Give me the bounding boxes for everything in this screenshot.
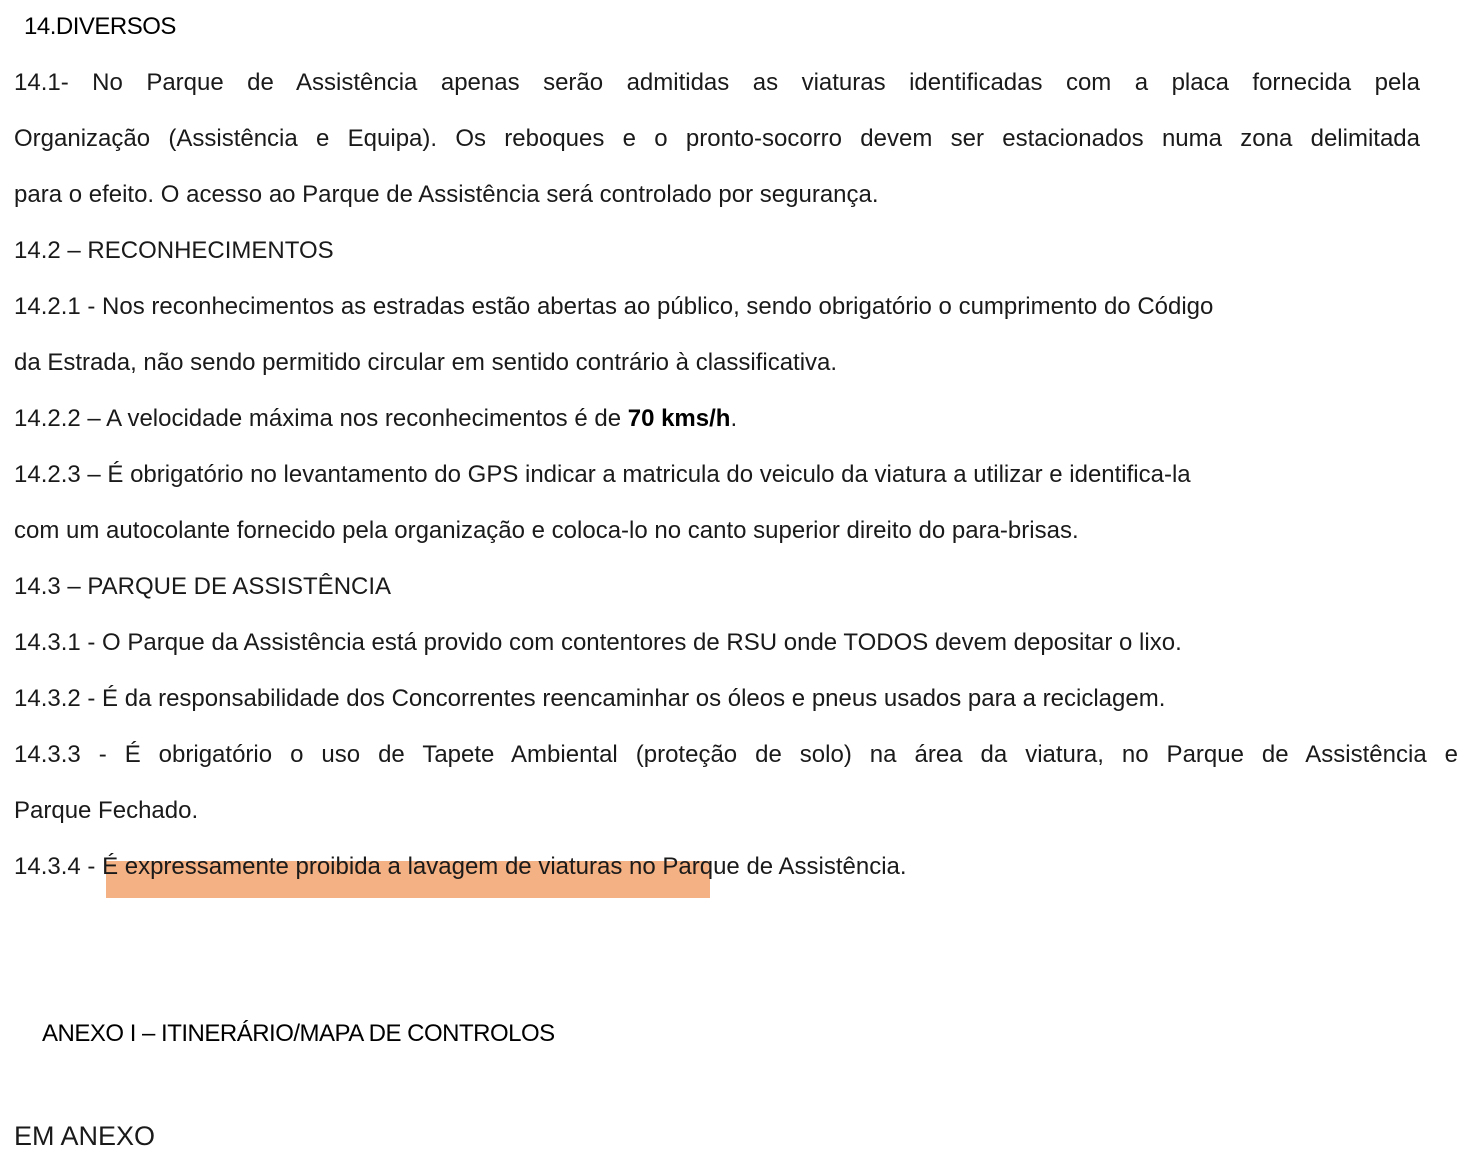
paragraph-14-1-line-1: 14.1- No Parque de Assistência apenas serão admitidas as viaturas identificadas com a placa fornecida pela [14, 69, 1420, 96]
paragraph-14-2-2-end: . [730, 405, 738, 432]
subheading-14-2: 14.2 – RECONHECIMENTOS [14, 237, 334, 264]
annex-body: EM ANEXO [14, 1121, 156, 1151]
paragraph-14-3-1: 14.3.1 - O Parque da Assistência está provido com contentores de RSU onde TODOS devem depositar o lixo. [14, 629, 1182, 656]
speed-limit-value: 70 kms/h [627, 405, 731, 432]
highlighted-text: É expressamente proibida a lavagem de viaturas [102, 853, 623, 880]
section-title: 14.DIVERSOS [24, 13, 176, 40]
annex-title: ANEXO I – ITINERÁRIO/MAPA DE CONTROLOS [42, 1020, 555, 1047]
paragraph-14-2-1-line-2: da Estrada, não sendo permitido circular em sentido contrário à classificativa. [14, 349, 838, 376]
paragraph-14-2-3-line-1: 14.2.3 – É obrigatório no levantamento do GPS indicar a matricula do veiculo da viatura a utilizar e identifica-la [14, 461, 1191, 488]
paragraph-14-2-2-text: 14.2.2 – A velocidade máxima nos reconhecimentos é de [14, 405, 628, 432]
subheading-14-3: 14.3 – PARQUE DE ASSISTÊNCIA [14, 573, 392, 600]
paragraph-14-1-line-3: para o efeito. O acesso ao Parque de Assistência será controlado por segurança. [14, 181, 879, 208]
paragraph-14-1-line-2: Organização (Assistência e Equipa). Os reboques e o pronto-socorro devem ser estacionados numa zona delimitada [14, 125, 1420, 152]
paragraph-14-3-3-line-1: 14.3.3 - É obrigatório o uso de Tapete Ambiental (proteção de solo) na área da viatura, no Parque de Assistência e [14, 741, 1458, 768]
paragraph-14-2-2 [14, 404, 737, 434]
paragraph-14-3-4-number: 14.3.4 - [14, 853, 103, 880]
paragraph-14-3-4-end: no Parque de Assistência. [622, 853, 907, 880]
paragraph-14-3-3-line-2: Parque Fechado. [14, 797, 199, 824]
paragraph-14-3-2: 14.3.2 - É da responsabilidade dos Concorrentes reencaminhar os óleos e pneus usados para a reciclagem. [14, 685, 1166, 712]
paragraph-14-2-3-line-2: com um autocolante fornecido pela organização e coloca-lo no canto superior direito do para-brisas. [14, 517, 1079, 544]
paragraph-14-2-1-line-1: 14.2.1 - Nos reconhecimentos as estradas estão abertas ao público, sendo obrigatório o cumprimento do Código [14, 293, 1214, 320]
paragraph-14-3-4 [14, 852, 907, 882]
